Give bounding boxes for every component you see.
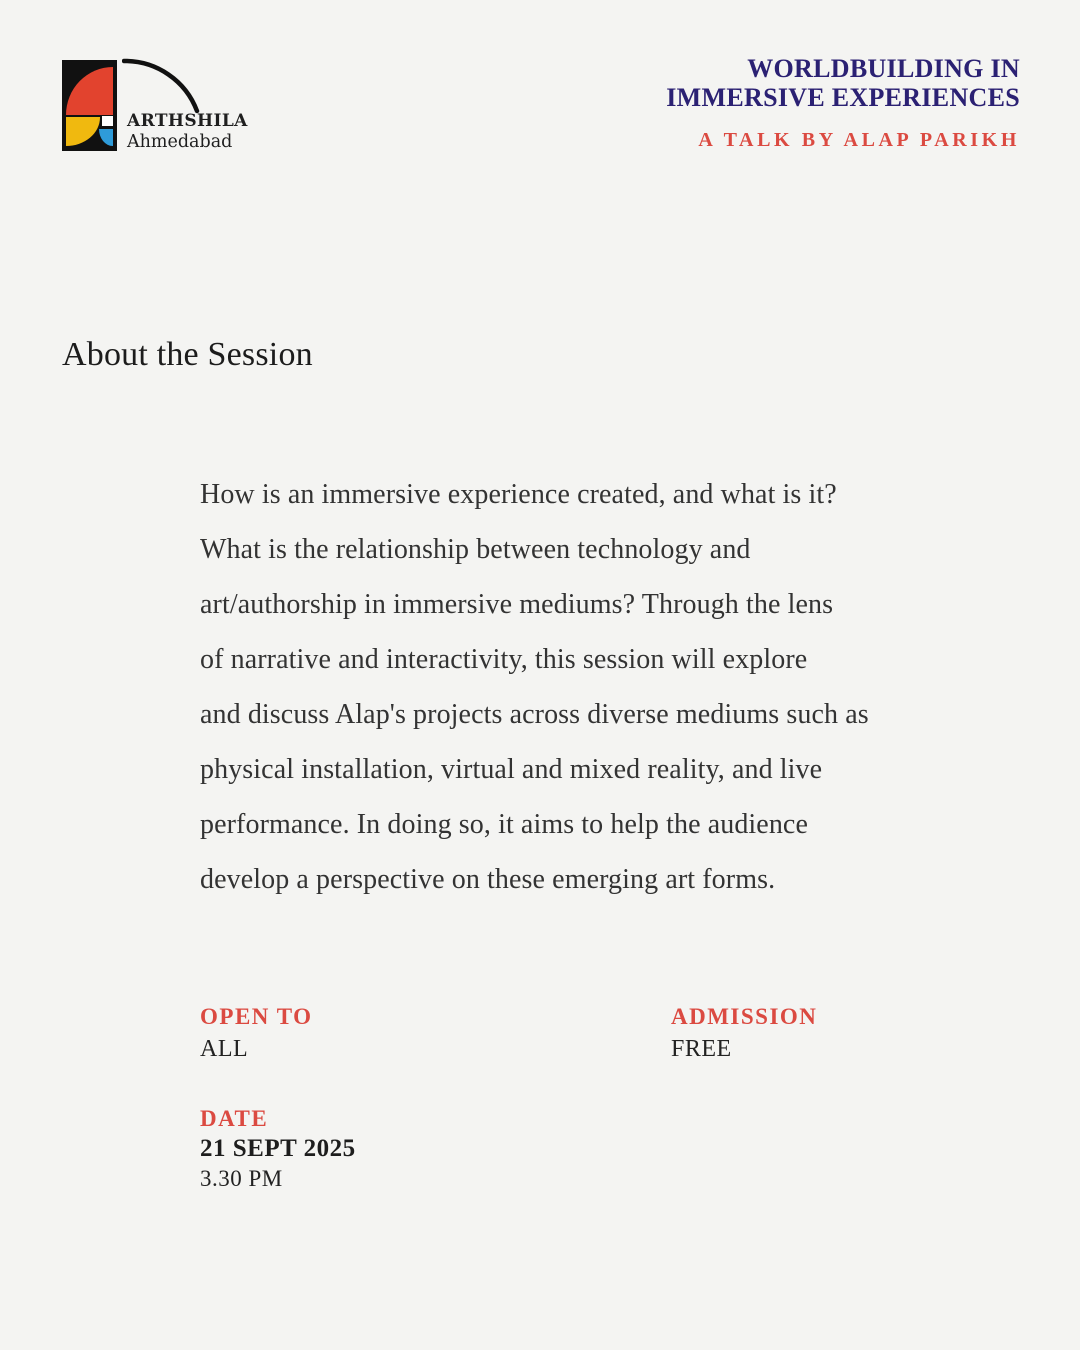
session-description [200, 467, 980, 907]
description-line: of narrative and interactivity, this session will explore [200, 644, 808, 675]
event-title [666, 54, 1020, 112]
logo-red-quarter-icon [66, 67, 113, 115]
open-to-label: OPEN TO [200, 1004, 313, 1029]
event-title-line-2: IMMERSIVE EXPERIENCES [666, 83, 1020, 112]
logo-arc-icon [122, 57, 202, 115]
event-title-block [666, 54, 1020, 152]
section-heading: About the Session [62, 336, 313, 373]
description-line: and discuss Alap's projects across diverse mediums such as [200, 699, 869, 730]
description-line: What is the relationship between technology and [200, 534, 751, 565]
arthshila-logo-mark-icon [62, 60, 117, 151]
date-time: 3.30 PM [200, 1166, 283, 1191]
description-line: performance. In doing so, it aims to help the audience [200, 809, 808, 840]
description-line: art/authorship in immersive mediums? Through the lens [200, 589, 834, 620]
event-subtitle: A TALK BY ALAP PARIKH [698, 129, 1020, 151]
logo-wordmark [127, 111, 248, 153]
description-line: How is an immersive experience created, and what is it? [200, 479, 837, 510]
date-label: DATE [200, 1106, 269, 1131]
logo-yellow-quarter-icon [66, 117, 101, 146]
logo-white-square-icon [102, 116, 112, 127]
admission-value: FREE [671, 1036, 732, 1062]
logo-org-name: ARTHSHILA [127, 111, 248, 131]
logo-blue-quarter-icon [99, 129, 113, 146]
description-line: develop a perspective on these emerging art forms. [200, 864, 776, 895]
admission-label: ADMISSION [671, 1004, 818, 1029]
open-to-value: ALL [200, 1036, 249, 1062]
event-title-line-1: WORLDBUILDING IN [747, 54, 1020, 83]
date-value: 21 SEPT 2025 [200, 1135, 356, 1162]
description-line: physical installation, virtual and mixed reality, and live [200, 754, 823, 785]
logo-city-name: Ahmedabad [127, 132, 233, 152]
